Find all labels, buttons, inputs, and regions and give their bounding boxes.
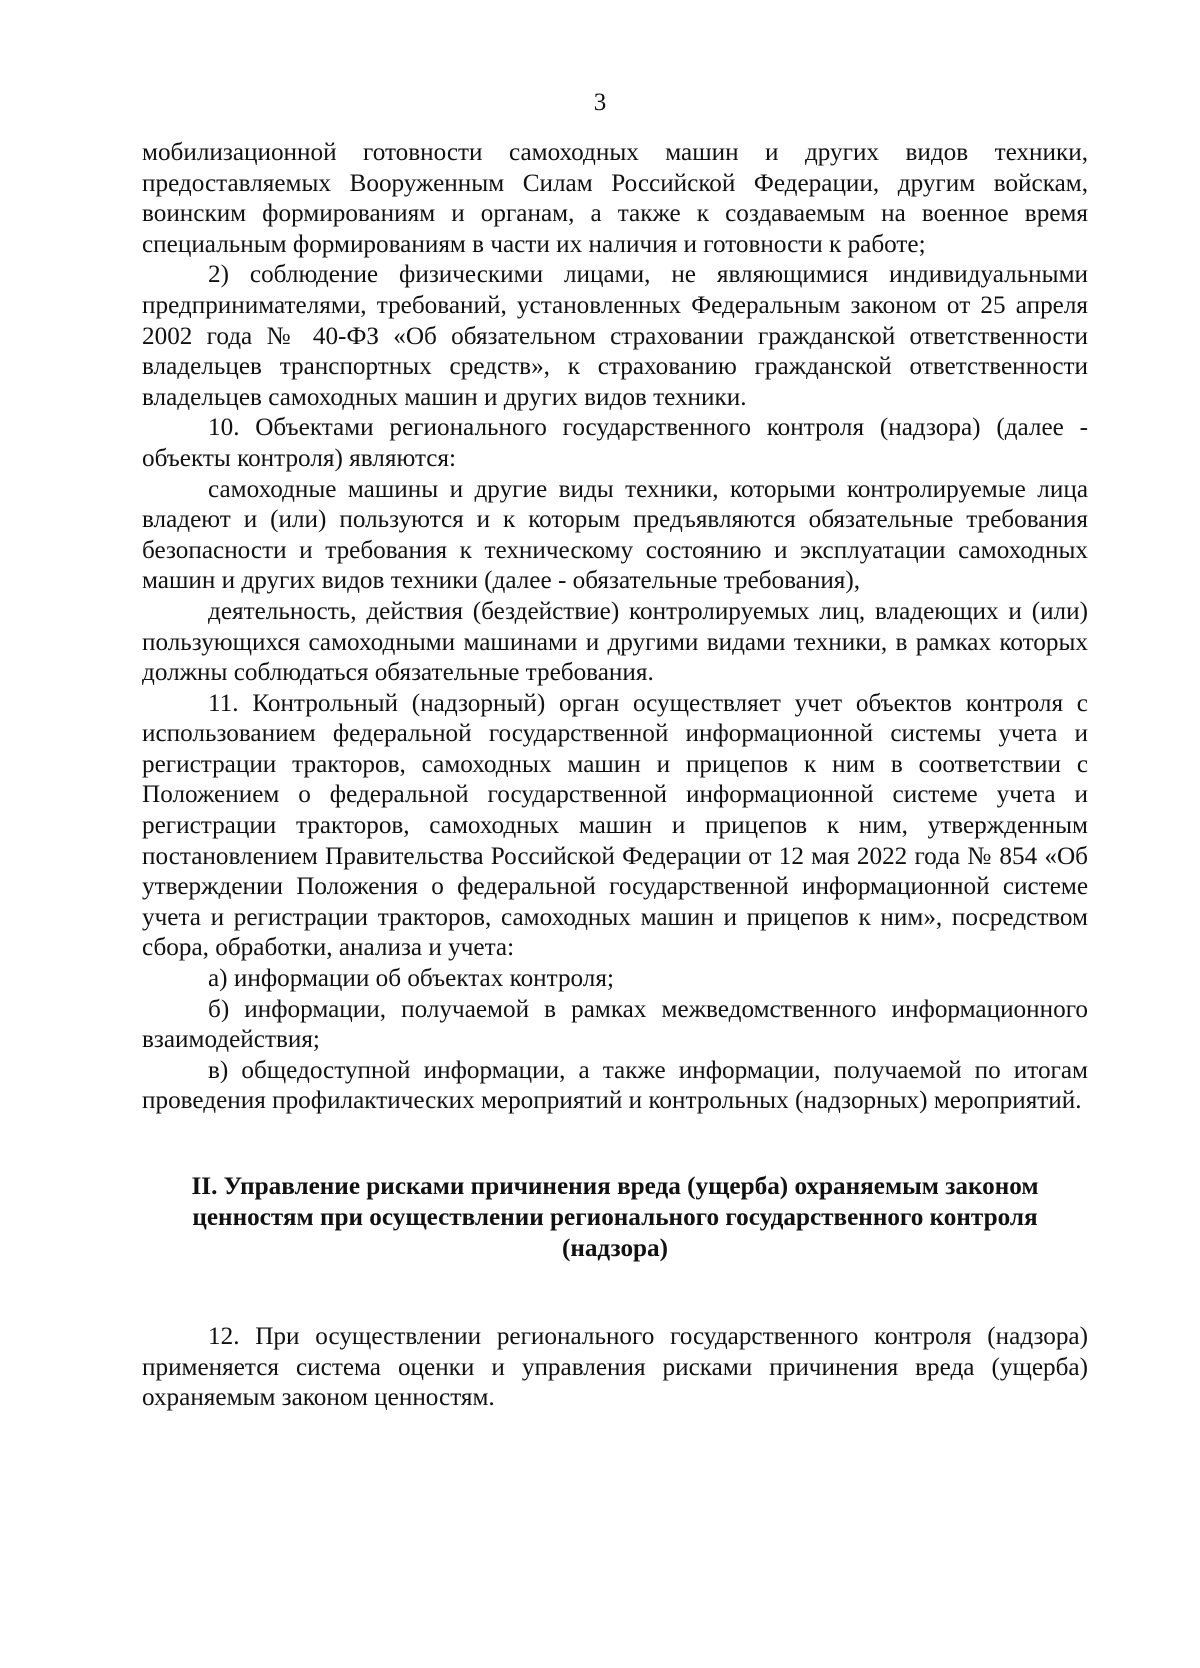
list-item-v: в) общедоступной информации, а также информации, получаемой по итогам проведения профилактических мероприятий и контрольных (надзорных) мероприятий. — [142, 1056, 1088, 1115]
list-item-b: б) информации, получаемой в рамках межведомственного информационного взаимодействия; — [142, 995, 1088, 1054]
paragraph-continuation: мобилизационной готовности самоходных машин и других видов техники, предоставляемых Вооруженным Силам Российской Федерации, другим войскам, воинским формированиям и органам, а также к создаваемым на военное время специальным формированиям в части их наличия и готовности к работе; — [142, 139, 1088, 258]
page-number: 3 — [593, 89, 607, 116]
paragraph-12: 12. При осуществлении регионального государственного контроля (надзора) применяется система оценки и управления рисками причинения вреда (ущерба) охраняемым законом ценностям. — [142, 1323, 1088, 1412]
list-item-a: а) информации об объектах контроля; — [208, 965, 614, 993]
paragraph-11: 11. Контрольный (надзорный) орган осуществляет учет объектов контроля с использованием федеральной государственной информационной системы учета и регистрации тракторов, самоходных машин и прицепов к ним в соответствии с Положением о федеральной государственной информационной системе учета и регистрации тракторов, самоходных машин и прицепов к ним, утвержденным постановлением Правительства Российской Федерации от 12 мая 2022 года № 854 «Об утверждении Положения о федеральной государственной информационной системе учета и регистрации тракторов, самоходных машин и прицепов к ним», посредством сбора, обработки, анализа и учета: — [142, 689, 1088, 962]
section-heading: II. Управление рисками причинения вреда (ущерба) охраняемым законом ценностям при осуществлении регионального государственного контроля (надзора) — [191, 1173, 1039, 1262]
document-body — [142, 138, 1088, 1414]
paragraph-objects-activity: деятельность, действия (бездействие) контролируемых лиц, владеющих и (или) пользующихся самоходными машинами и другими видами техники, в рамках которых должны соблюдаться обязательные требования. — [142, 597, 1088, 687]
paragraph-item-2: 2) соблюдение физическими лицами, не являющимися индивидуальными предпринимателями, требований, установленных Федеральным законом от 25 апреля 2002 года № 40-ФЗ «Об обязательном страховании гражданской ответственности владельцев транспортных средств», к страхованию гражданской ответственности владельцев самоходных машин и других видов техники. — [142, 261, 1088, 411]
paragraph-10: 10. Объектами регионального государственного контроля (надзора) (далее - объекты контроля) являются: — [142, 414, 1088, 472]
paragraph-objects-machines: самоходные машины и другие виды техники, которыми контролируемые лица владеют и (или) пользуются и к которым предъявляются обязательные требования безопасности и требования к техническому состоянию и эксплуатации самоходных машин и других видов техники (далее - обязательные требования), — [142, 475, 1088, 595]
